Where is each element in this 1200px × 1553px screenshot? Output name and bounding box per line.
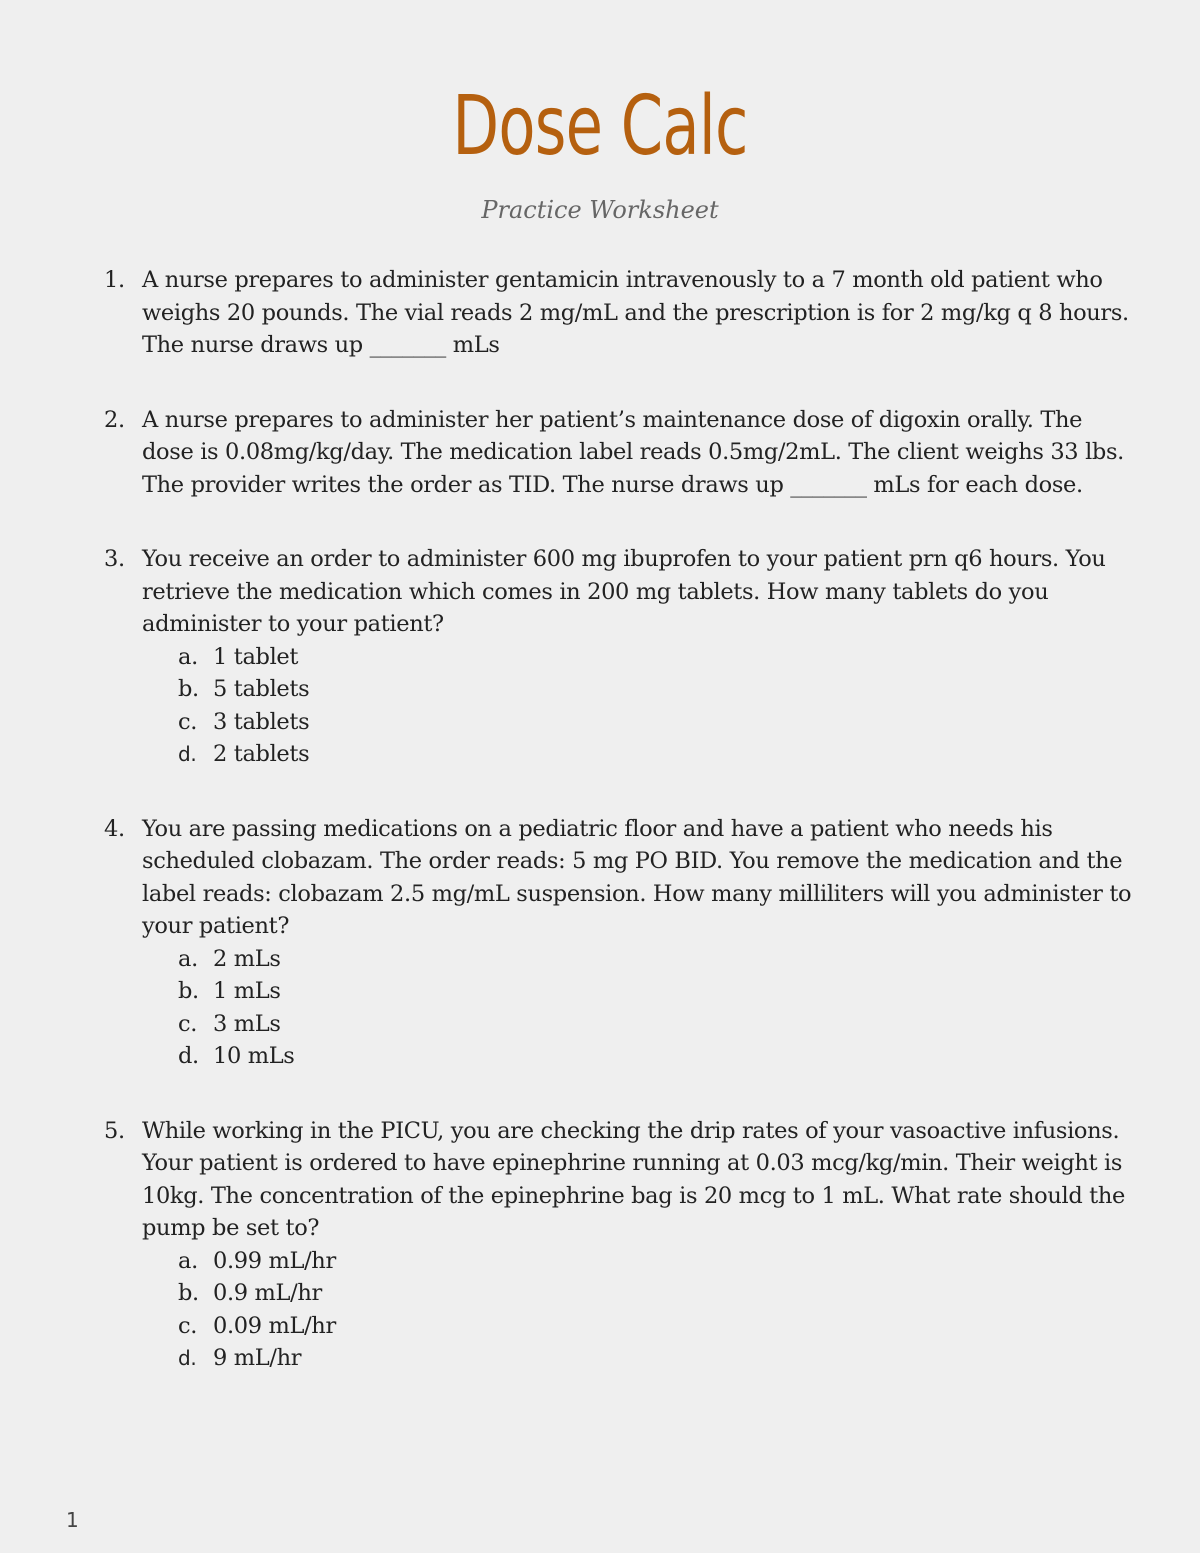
page-number: 1 bbox=[66, 1508, 79, 1532]
option-letter: a. bbox=[178, 1247, 198, 1274]
answer-option-d bbox=[178, 1040, 1144, 1073]
option-text: 3 tablets bbox=[213, 708, 310, 735]
question-number: 4. bbox=[104, 815, 125, 842]
option-letter: d. bbox=[178, 742, 197, 766]
answer-options bbox=[142, 1245, 1144, 1375]
answer-option-b bbox=[178, 673, 1144, 706]
option-text: 1 tablet bbox=[213, 643, 299, 670]
option-text: 5 tablets bbox=[213, 676, 310, 702]
question-number: 3. bbox=[104, 546, 125, 572]
answer-option-d bbox=[178, 1342, 1144, 1375]
option-letter: b. bbox=[178, 676, 199, 702]
option-letter: b. bbox=[178, 1280, 199, 1306]
answer-option-b bbox=[178, 1277, 1144, 1310]
option-letter: b. bbox=[178, 978, 199, 1004]
answer-option-c bbox=[178, 706, 1144, 739]
answer-options bbox=[142, 641, 1144, 771]
question-1 bbox=[104, 264, 1144, 362]
option-text: 0.9 mL/hr bbox=[213, 1280, 322, 1306]
option-text: 0.99 mL/hr bbox=[213, 1247, 336, 1274]
question-list bbox=[104, 264, 1144, 1417]
option-text: 2 tablets bbox=[213, 741, 310, 767]
option-letter: a. bbox=[178, 643, 198, 670]
question-text: A nurse prepares to administer gentamicin intravenously to a 7 month old patient who weighs 20 pounds. The vial reads 2 mg/mL and the prescription is for 2 mg/kg q 8 hours. The nurse draws up _______ mLs bbox=[142, 267, 1129, 358]
option-letter: d. bbox=[178, 1043, 199, 1069]
question-3 bbox=[104, 543, 1144, 771]
answer-option-b bbox=[178, 975, 1144, 1008]
option-letter: a. bbox=[178, 945, 198, 972]
question-number: 5. bbox=[104, 1117, 125, 1144]
answer-option-c bbox=[178, 1310, 1144, 1343]
question-2 bbox=[104, 404, 1144, 502]
question-text: A nurse prepares to administer her patient’s maintenance dose of digoxin orally. The dose is 0.08mg/kg/day. The medication label reads 0.5mg/2mL. The client weighs 33 lbs. The provider writes the order as TID. The nurse draws up _______ mLs for each dose. bbox=[142, 406, 1124, 498]
option-text: 10 mLs bbox=[213, 1043, 295, 1069]
option-letter: d. bbox=[178, 1346, 197, 1370]
option-text: 3 mLs bbox=[213, 1010, 281, 1037]
answer-option-a bbox=[178, 1245, 1144, 1278]
question-5 bbox=[104, 1115, 1144, 1375]
question-number: 2. bbox=[104, 406, 125, 433]
answer-options bbox=[142, 943, 1144, 1073]
answer-option-a bbox=[178, 943, 1144, 976]
question-text: You receive an order to administer 600 mg ibuprofen to your patient prn q6 hours. You retrieve the medication which comes in 200 mg tablets. How many tablets do you administer to your patient? bbox=[142, 546, 1106, 637]
option-letter: c. bbox=[178, 1312, 198, 1339]
option-text: 9 mL/hr bbox=[213, 1345, 302, 1371]
question-text: While working in the PICU, you are checking the drip rates of your vasoactive infusions. Your patient is ordered to have epinephrine running at 0.03 mcg/kg/min. Their weight is 10kg. The concentration of the epinephrine bag is 20 mcg to 1 mL. What rate should the pump be set to? bbox=[142, 1117, 1125, 1241]
option-letter: c. bbox=[178, 1010, 198, 1037]
option-text: 2 mLs bbox=[213, 945, 281, 972]
answer-option-c bbox=[178, 1008, 1144, 1041]
question-number: 1. bbox=[104, 267, 125, 293]
option-text: 0.09 mL/hr bbox=[213, 1312, 336, 1339]
question-text: You are passing medications on a pediatric floor and have a patient who needs his scheduled clobazam. The order reads: 5 mg PO BID. You remove the medication and the label reads: clobazam 2.5 mg/mL suspension. How many milliliters will you administer to your patient? bbox=[142, 815, 1132, 939]
question-4 bbox=[104, 813, 1144, 1073]
answer-option-a bbox=[178, 641, 1144, 674]
answer-option-d bbox=[178, 738, 1144, 771]
option-text: 1 mLs bbox=[213, 978, 281, 1004]
worksheet-title: Dose Calc bbox=[452, 79, 748, 174]
worksheet-subtitle: Practice Worksheet bbox=[481, 196, 719, 224]
option-letter: c. bbox=[178, 708, 198, 735]
